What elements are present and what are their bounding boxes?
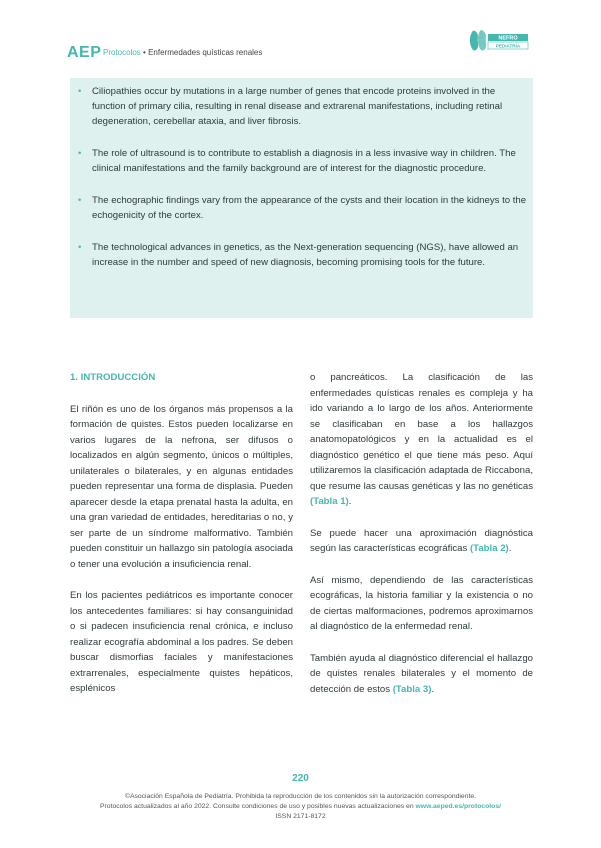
table-3-link[interactable]: (Tabla 3) [392,683,432,695]
breadcrumb-section: Protocolos [103,48,141,57]
text-column-left [70,370,293,713]
badge-line1: NEFRO [498,35,518,42]
key-point: • The role of ultrasound is to contribute to establish a diagnosis in a less invasive way in children. The clinical manifestations and the family background are of interest for the diagnostic procedure. [78,148,516,174]
text-column-right [310,370,533,713]
breadcrumb-separator: • [143,48,146,57]
paragraph: En los pacientes pediátricos es importante conocer los antecedentes familiares: si hay consanguinidad o si padecen insuficiencia renal crónica, e incluso realizar ecografía abdominal a los padres. Se deben buscar dismorfias faciales y manifestaciones extrarrenales, especialmente quistes hepáticos, esplénicos [70,590,293,694]
page-number: 220 [292,773,309,784]
paragraph: También ayuda al diagnóstico diferencial el hallazgo de quistes renales bilaterales y el momento de detección de estos (Tabla 3). [310,652,533,695]
bullet-icon: • [78,242,82,253]
key-point: • Ciliopathies occur by mutations in a large number of genes that encode proteins involved in the function of primary cilia, resulting in renal disease and extrarenal manifestations, including retinal degeneration, cerebellar ataxia, and liver fibrosis. [78,86,503,127]
paragraph: Se puede hacer una aproximación diagnóstica según las características ecográficas (Tabla 2). [310,527,533,554]
key-points-list [70,78,533,270]
aep-logo: AEP [67,44,102,61]
page-header [67,44,537,64]
update-line: Protocolos actualizados al año 2022. Consulte condiciones de uso y posibles nuevas actualizaciones en www.aeped.es/protocolos/ [100,803,501,810]
table-1-link[interactable]: (Tabla 1) [310,496,349,507]
table-2-link[interactable]: (Tabla 2) [469,543,509,554]
section-heading: 1. INTRODUCCIÓN [70,372,156,383]
bullet-icon: • [78,148,82,159]
bullet-icon: • [78,86,82,97]
issn: ISSN 2171-8172 [275,813,326,820]
protocols-link[interactable]: www.aeped.es/protocolos/ [415,803,501,810]
nefropediatria-logo [468,28,530,54]
bullet-icon: • [78,195,82,206]
breadcrumb [103,48,262,57]
copyright-line: ©Asociación Española de Pediatría. Prohibida la reproducción de los contenidos sin la autorización correspondiente. [124,793,477,800]
paragraph: o pancreáticos. La clasificación de las enfermedades quísticas renales es compleja y ha ido variando a lo largo de los años. Anteriormente se clasificaban en base a los hallazgos anatomopatológicos y en la actualidad es el diagnóstico genético el que tiene más peso. Aquí utilizaremos la clasificación adaptada de Riccabona, que resume las causas genéticas y las no genéticas (Tabla 1). [310,372,533,507]
key-points-box [70,78,533,318]
breadcrumb-topic: Enfermedades quísticas renales [148,48,263,57]
badge-line2: PEDIATRÍA [495,43,521,49]
paragraph: Así mismo, dependiendo de las características ecográficas, la historia familiar y la existencia o no de ciertas malformaciones, podremos aproximarnos al diagnóstico de la enfermedad renal. [310,574,533,632]
key-point: • The technological advances in genetics, as the Next-generation sequencing (NGS), have allowed an increase in the number and speed of new diagnosis, becoming promising tools for the future. [78,242,519,268]
paragraph: El riñón es uno de los órganos más propensos a la formación de quistes. Estos pueden localizarse en varios lugares de la nefrona, ser difusos o localizados en algún segmento, únicos o múltiples, unilaterales o bilaterales, y en algunas entidades pueden representar una forma de displasia. Pueden aparecer desde la etapa prenatal hasta la adulta, en una gran variedad de entidades, hereditarias o no, y ser parte de un síndrome malformativo. También pueden constituir un hallazgo sin patología asociada o tener una evolución a insuficiencia renal. [70,403,293,570]
key-point: • The echographic findings vary from the appearance of the cysts and their location in the kidneys to the echogenicity of the cortex. [78,195,527,221]
